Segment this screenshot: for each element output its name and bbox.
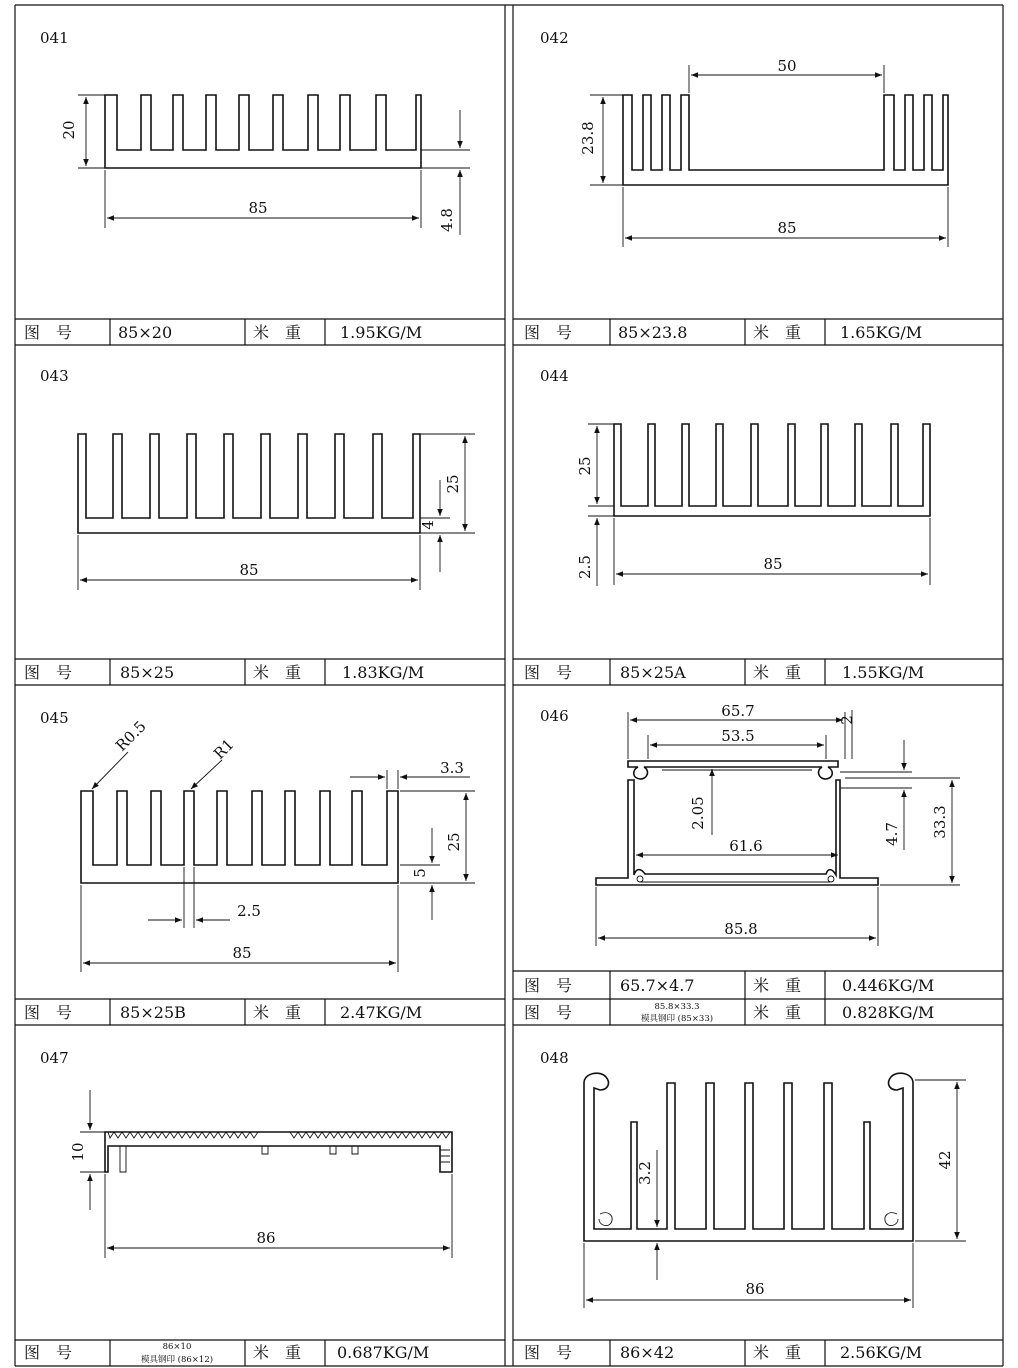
weight-047: 0.687KG/M — [337, 1343, 430, 1362]
weight-046: 0.446KG/M — [842, 976, 935, 995]
spec-043: 85×25 — [120, 663, 175, 682]
dim-top-outer: 65.7 — [721, 702, 755, 720]
heatsink-profile — [105, 1132, 452, 1172]
weight-label: 米 重 — [253, 1343, 302, 1362]
part-number: 047 — [40, 1049, 69, 1067]
part-number: 042 — [540, 29, 569, 47]
drawing-no-label: 图 号 — [524, 1003, 573, 1022]
weight-041: 1.95KG/M — [340, 323, 423, 342]
weight-043: 1.83KG/M — [342, 663, 425, 682]
stamp-047: 模具钢印 (86×12) — [140, 1355, 214, 1365]
dim-cover-h: 4.7 — [883, 822, 901, 846]
drawing-no-label: 图 号 — [524, 976, 573, 995]
part-number: 044 — [540, 367, 569, 385]
weight-label: 米 重 — [253, 663, 302, 682]
profile-041 — [40, 29, 470, 235]
weight-label: 米 重 — [753, 1343, 802, 1362]
dim-t: 2 — [838, 715, 856, 725]
dim-fin-gap: 3.3 — [440, 759, 464, 777]
dim-base: 4.8 — [438, 208, 456, 232]
dim-height: 33.3 — [931, 805, 949, 839]
profile-048 — [540, 1049, 966, 1308]
dim-width: 86 — [256, 1229, 276, 1247]
weight-label: 米 重 — [753, 323, 802, 342]
dim-width: 85 — [763, 555, 783, 573]
dim-height: 25 — [445, 832, 463, 852]
spec-047: 86×10 — [162, 1342, 192, 1352]
weight-label: 米 重 — [753, 1003, 802, 1022]
spec-048: 86×42 — [620, 1343, 675, 1362]
heatsink-profile — [623, 95, 948, 185]
weight-045: 2.47KG/M — [340, 1003, 423, 1022]
spec-044: 85×25A — [620, 663, 686, 682]
part-number: 046 — [540, 707, 569, 725]
weight-046-b: 0.828KG/M — [842, 1003, 935, 1022]
part-number: 048 — [540, 1049, 569, 1067]
weight-label: 米 重 — [753, 663, 802, 682]
drawing-no-label: 图 号 — [24, 663, 73, 682]
drawing-no-label: 图 号 — [524, 663, 573, 682]
spec-042: 85×23.8 — [618, 323, 688, 342]
profile-042 — [540, 29, 948, 247]
profile-044 — [540, 367, 930, 586]
heatsink-profile — [81, 791, 398, 883]
weight-048: 2.56KG/M — [840, 1343, 923, 1362]
drawing-no-label: 图 号 — [524, 323, 573, 342]
dim-inner-w: 61.6 — [729, 837, 763, 855]
spec-046-b: 85.8×33.3 — [654, 1002, 700, 1012]
dim-height: 42 — [936, 1150, 954, 1170]
weight-label: 米 重 — [753, 976, 802, 995]
weight-044: 1.55KG/M — [842, 663, 925, 682]
dim-base: 4 — [419, 520, 437, 530]
dim-width: 85 — [239, 561, 259, 579]
label-r-root: R1 — [210, 735, 238, 763]
part-number: 041 — [40, 29, 69, 47]
dim-top-inner: 53.5 — [721, 727, 755, 745]
dim-height: 25 — [444, 474, 462, 494]
housing-profile — [596, 780, 878, 885]
profile-045 — [40, 709, 475, 972]
weight-042: 1.65KG/M — [840, 323, 923, 342]
dim-base: 2.5 — [576, 555, 594, 579]
spec-041: 85×20 — [118, 323, 173, 342]
dim-base: 5 — [411, 868, 429, 878]
dim-base: 3.2 — [636, 1161, 654, 1185]
heatsink-profile — [78, 434, 420, 533]
dim-height: 10 — [69, 1142, 87, 1162]
dim-width: 85 — [777, 219, 797, 237]
dim-width: 86 — [745, 1280, 765, 1298]
drawing-no-label: 图 号 — [24, 1003, 73, 1022]
dim-height: 23.8 — [579, 121, 597, 155]
dim-width: 85 — [232, 944, 252, 962]
profile-043 — [40, 367, 475, 590]
dim-gap: 50 — [777, 57, 797, 75]
heatsink-profile — [584, 1073, 913, 1241]
weight-label: 米 重 — [253, 1003, 302, 1022]
profile-047 — [40, 1049, 452, 1258]
drawing-no-label: 图 号 — [524, 1343, 573, 1362]
drawing-no-label: 图 号 — [24, 323, 73, 342]
drawing-no-label: 图 号 — [24, 1343, 73, 1362]
part-number: 045 — [40, 709, 69, 727]
dim-inner-h: 2.05 — [689, 796, 707, 830]
heatsink-profile — [105, 95, 421, 168]
stamp-046: 模具钢印 (85×33) — [640, 1014, 714, 1024]
weight-label: 米 重 — [253, 323, 302, 342]
label-r-tip: R0.5 — [112, 717, 150, 755]
teeth-pattern — [108, 1132, 450, 1138]
heatsink-profile — [614, 424, 930, 516]
dim-height: 20 — [60, 120, 78, 140]
dim-height: 25 — [576, 456, 594, 476]
dim-width: 85.8 — [724, 920, 758, 938]
part-number: 043 — [40, 367, 69, 385]
spec-046: 65.7×4.7 — [620, 976, 695, 995]
profile-046 — [540, 702, 960, 946]
frame-grid — [15, 5, 1003, 1366]
spec-045: 85×25B — [120, 1003, 186, 1022]
dim-width: 85 — [248, 199, 268, 217]
dim-fin: 2.5 — [237, 902, 261, 920]
